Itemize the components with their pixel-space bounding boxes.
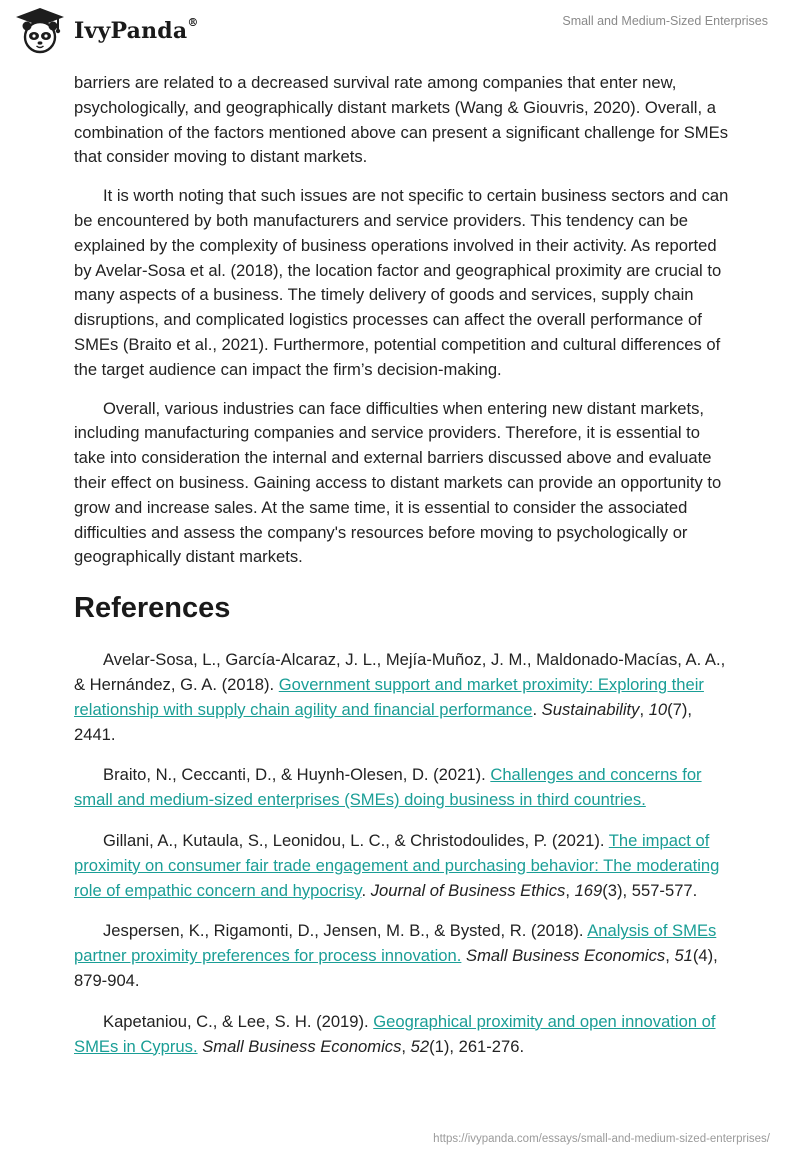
reference-authors: Jespersen, K., Rigamonti, D., Jensen, M. B., & Bysted, R. (2018). — [103, 921, 588, 941]
reference-volume: 169 — [574, 880, 603, 900]
reference-link[interactable]: Challenges and concerns for small and medium-sized enterprises (SMEs) doing business in third countries. — [74, 765, 702, 810]
reference-volume: 52 — [410, 1036, 430, 1056]
body-paragraph: barriers are related to a decreased survival rate among companies that enter new, psychologically, and geographically distant markets (Wang & Giouvris, 2020). Overall, a combination of the factors mentioned above can present a significant challenge for SMEs that consider moving to distant markets. — [74, 73, 728, 167]
reference-link[interactable]: Analysis of SMEs partner proximity preferences for process innovation. — [74, 921, 717, 966]
body-paragraph: It is worth noting that such issues are not specific to certain business sectors and can be encountered by both manufacturers and service providers. This tendency can be explained by the complexity of business operations involved in their activity. As reported by Avelar-Sosa et al. (2018), the location factor and geographical proximity are crucial to many aspects of a business. The timely delivery of goods and services, supply chain disruptions, and complicated logistics processes can affect the overall performance of SMEs (Braito et al., 2021). Furthermore, potential competition and cultural differences of the target audience can impact the firm’s decision-making. — [74, 186, 729, 379]
reference-authors: Avelar-Sosa, L., García-Alcaraz, J. L., Mejía-Muñoz, J. M., Maldonado-Macías, A. A., & Hernández, G. A. (2018). — [74, 650, 726, 694]
footer-url[interactable]: https://ivypanda.com/essays/small-and-medium-sized-enterprises/ — [433, 1133, 770, 1145]
logo-wordmark: IvyPanda® — [74, 16, 199, 44]
reference-volume: 51 — [674, 946, 693, 966]
reference-volume: 10 — [648, 699, 668, 719]
page-header — [0, 0, 800, 70]
reference-authors: Gillani, A., Kutaula, S., Leonidou, L. C., & Christodoulides, P. (2021). — [103, 830, 609, 850]
reference-item: Jespersen, K., Rigamonti, D., Jensen, M. B., & Bysted, R. (2018). Analysis of SMEs partner proximity preferences for process innovation. Small Business Economics, 51(4), 879-904. — [74, 921, 718, 990]
reference-item: Gillani, A., Kutaula, S., Leonidou, L. C., & Christodoulides, P. (2021). The impact of proximity on consumer fair trade engagement and purchasing behavior: The moderating role of empathic concern and hypocrisy. Journal of Business Ethics, 169(3), 557-577. — [74, 830, 720, 900]
reference-item — [74, 763, 734, 813]
body-paragraph: Overall, various industries can face difficulties when entering new distant markets, including manufacturing companies and service providers. Therefore, it is essential to take into consideration the internal and external barriers discussed above and evaluate their effect on business. Gaining access to distant markets can provide an opportunity to grow and increase sales. At the same time, it is essential to consider the associated difficulties and assess the company's resources before moving to psychologically or geographically distant markets. — [74, 398, 722, 567]
reference-link[interactable]: The impact of proximity on consumer fair trade engagement and purchasing behavior: The moderating role of empathic concern and hypocrisy — [74, 830, 720, 900]
essay-content — [74, 71, 734, 1075]
references-heading: References — [74, 592, 231, 625]
reference-journal: Small Business Economics — [202, 1036, 402, 1056]
reference-link[interactable]: Geographical proximity and open innovation of SMEs in Cyprus. — [74, 1011, 716, 1056]
reference-authors: Braito, N., Ceccanti, D., & Huynh-Olesen, D. (2021). — [103, 765, 491, 785]
site-logo[interactable] — [12, 6, 199, 56]
reference-item: Avelar-Sosa, L., García-Alcaraz, J. L., Mejía-Muñoz, J. M., Maldonado-Macías, A. A., & Hernández, G. A. (2018). Government support and market proximity: Exploring their relationship with supply chain agility and financial performance. Sustainability, 10(7), 2441. — [74, 650, 726, 744]
panda-graduate-icon — [12, 6, 68, 56]
reference-journal: Sustainability — [541, 699, 640, 719]
reference-authors: Kapetaniou, C., & Lee, S. H. (2019). — [103, 1011, 374, 1031]
reference-journal: Small Business Economics — [466, 946, 666, 966]
reference-link[interactable]: Government support and market proximity: Exploring their relationship with supply chain agility and financial performance — [74, 674, 704, 719]
reference-journal: Journal of Business Ethics — [370, 880, 566, 900]
reference-item: Kapetaniou, C., & Lee, S. H. (2019). Geographical proximity and open innovation of SMEs in Cyprus. Small Business Economics, 52(1), 261-276. — [74, 1011, 716, 1056]
document-title: Small and Medium-Sized Enterprises — [562, 14, 768, 28]
